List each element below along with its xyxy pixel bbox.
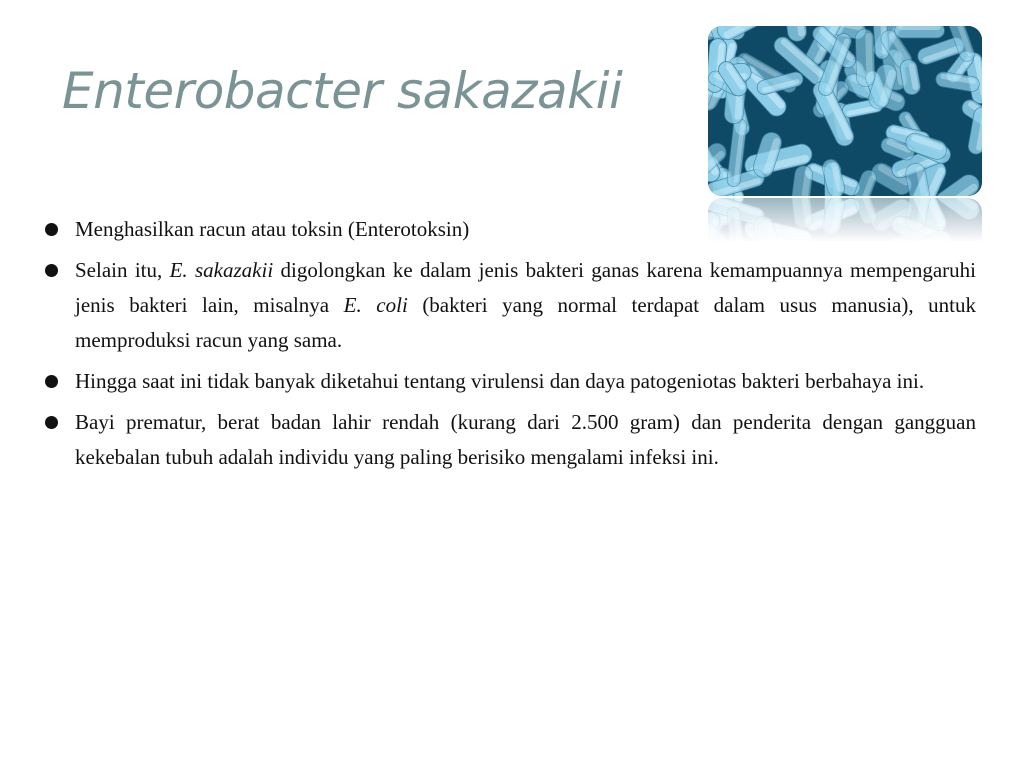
species-name: E. coli — [343, 293, 408, 317]
bacteria-micrograph-image — [708, 26, 982, 196]
bullet-list — [42, 212, 976, 481]
bullet-text — [75, 258, 976, 352]
text-run: Selain itu, — [75, 258, 170, 282]
text-run: Bayi prematur, berat badan lahir rendah (kurang dari 2.500 gram) dan penderita dengan gangguan kekebalan tubuh adalah individu yang paling berisiko mengalami infeksi ini. — [75, 410, 976, 469]
bullet-item — [42, 364, 976, 399]
bullet-text — [75, 410, 976, 469]
bullet-item — [42, 253, 976, 358]
text-run: (bakteri yang normal terdapat dalam usus manusia), untuk memproduksi racun yang sama. — [75, 293, 976, 352]
bullet-icon — [45, 416, 58, 429]
bullet-item — [42, 212, 976, 247]
bullet-icon — [45, 264, 58, 277]
slide-title: Enterobacter sakazakii — [62, 62, 623, 120]
text-run: digolongkan ke dalam jenis bakteri ganas karena kemampuannya mempengaruhi jenis bakteri lain, misalnya — [75, 258, 976, 317]
bullet-item — [42, 405, 976, 475]
bacteria-image-frame — [708, 26, 982, 242]
bullet-icon — [45, 375, 58, 388]
bullet-text — [75, 369, 924, 393]
text-run: Menghasilkan racun atau toksin (Enterotoksin) — [75, 217, 470, 241]
text-run: Hingga saat ini tidak banyak diketahui tentang virulensi dan daya patogeniotas bakteri berbahaya ini. — [75, 369, 925, 393]
species-name: E. sakazakii — [169, 258, 274, 282]
bullet-text — [75, 217, 469, 241]
bullet-icon — [45, 223, 58, 236]
